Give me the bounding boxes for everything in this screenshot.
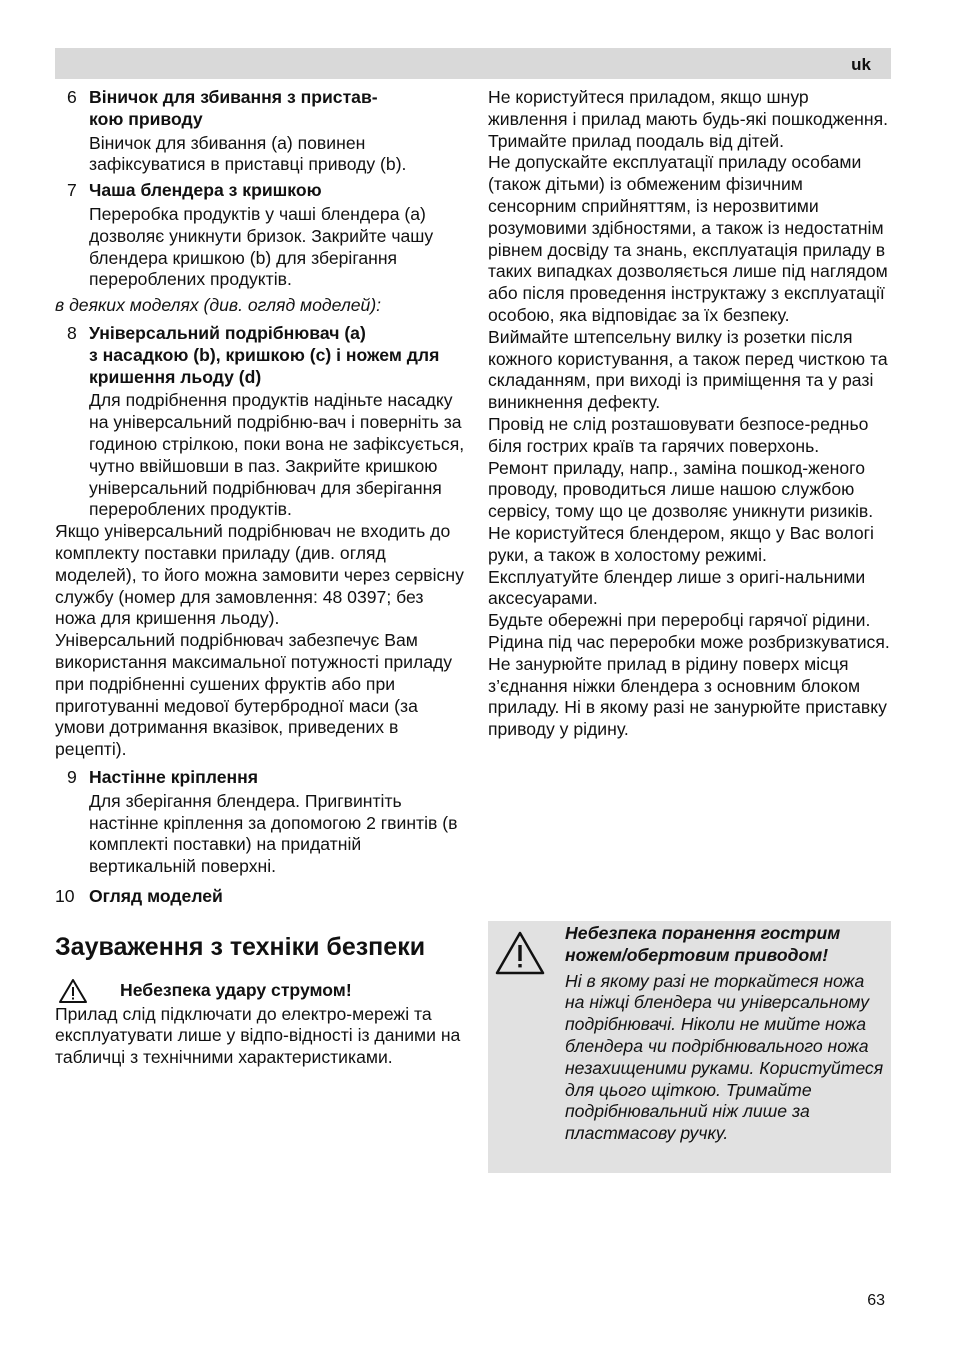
warning-title: Небезпека удару струмом! (120, 979, 352, 1000)
paragraph: Тримайте прилад поодаль від дітей. (488, 130, 784, 151)
item-title: Універсальний подрібнювач (a) з насадкою (b), кришкою (c) і ножем для кришення льоду (d) (89, 322, 440, 387)
paragraph: Універсальний подрібнювач забезпечує Вам використання максимальної потужності приладу при подрібненні сушених фруктів або при приготуванні медової бутербродної маси (за умови дотримання вказівок, приведених в рецепті). (55, 630, 453, 760)
language-code: uk (851, 55, 871, 74)
paragraph: Провід не слід розташовувати безпосе-редньо біля гострих країв та гарячих поверхонь. (488, 413, 869, 456)
item-number: 10 (55, 885, 75, 906)
item-7 (55, 180, 465, 291)
item-number: 6 (67, 87, 77, 107)
box-text: Ні в якому разі не торкайтеся ножа на ніжці блендера чи універсальному подрібнювачі. Ніколи не мийте ножа блендера чи подрібнювального ножа незахищеними руками. Користуйтеся для цього щіткою. Тримайте подрібнювальний ніж лише за пластмасову ручку. (565, 970, 884, 1144)
paragraph: Експлуатуйте блендер лише з оригі-нальними аксесуарами. (488, 566, 866, 609)
item-title: Огляд моделей (89, 885, 223, 906)
warning-triangle-icon (494, 930, 546, 976)
warning-text: Прилад слід підключати до електро-мережі та експлуатувати лише у відпо-відності із даними на табличці з технічними характеристиками. (55, 1003, 461, 1068)
section-title: Зауваження з техніки безпеки (55, 932, 426, 961)
item-10 (55, 886, 465, 908)
box-title: Небезпека поранення гострим ножем/обертовим приводом! (565, 923, 841, 965)
page-number: 63 (867, 1292, 885, 1309)
item-9 (55, 767, 465, 878)
item-number: 7 (67, 180, 77, 201)
paragraph: Якщо універсальний подрібнювач не входить до комплекту поставки приладу (див. огляд моделей), то його можна замовити через сервісну службу (номер для замовлення: 48 0397; без ножа для кришення льоду). (55, 521, 464, 629)
item-number: 8 (67, 322, 77, 343)
item-text: Для подрібнення продуктів надіньте насадку на універсальний подрібню-вач і поверніть за годиною стрілкою, поки вона не зафіксується, чутно ввійшовши в паз. Закрийте кришкою універсальний подрібнювач для зберігання перероблених продуктів. (89, 390, 465, 520)
item-text: Віничок для збивання (a) повинен зафіксуватися в приставці приводу (b). (89, 132, 407, 175)
header-bar (55, 48, 891, 79)
paragraph: Будьте обережні при переробці гарячої рідини. Рідина під час переробки може розбризкуватися. Не занурюйте прилад в рідину поверх місця з’єднання ніжки блендера з основним блоком приладу. Ні в якому разі не занурюйте приставку приводу у рідину. (488, 610, 890, 740)
item-text: Переробка продуктів у чаші блендера (a) дозволяє уникнути бризок. Закрийте чашу блендера кришкою (b) для зберігання перероблених продуктів. (89, 203, 434, 290)
paragraph: Не користуйтеся приладом, якщо шнур живлення і прилад мають будь-які пошкодження. (488, 87, 888, 129)
paragraph: Виймайте штепсельну вилку із розетки після кожного користування, а також перед чисткою та складанням, при виході із приміщення та у разі виникнення дефекту. (488, 326, 888, 413)
warning-triangle-icon (58, 978, 88, 1004)
item-text: Для зберігання блендера. Пригвинтіть настінне кріплення за допомогою 2 гвинтів (в комплекті поставки) на придатній вертикальній поверхні. (89, 790, 458, 877)
right-column (488, 87, 891, 741)
paragraph: Ремонт приладу, напр., заміна пошкод-женого проводу, проводиться лише нашою службою сервісу, тому що це дозволяє уникнути ризиків. (488, 457, 874, 522)
item-title: Віничок для збивання з пристав- кою приводу (89, 87, 378, 129)
blade-warning-box (488, 921, 891, 1173)
item-title: Настінне кріплення (89, 766, 259, 787)
item-number: 9 (67, 766, 77, 787)
left-column (55, 87, 465, 1069)
item-8 (55, 323, 465, 521)
paragraph: Не допускайте експлуатації приладу особами (також дітьми) із обмеженим фізичним сенсорним сприйняттям, із нерозвитими розумовими здібностями, а також із недостатнім рівнем досвіду та знань, експлуатація приладу в таких випадках дозволяється лише під наглядом або після проведення інструктажу з експлуатації особою, яка відповідає за їх безпеку. (488, 152, 888, 325)
item-title: Чаша блендера з кришкою (89, 180, 322, 201)
paragraph: Не користуйтеся блендером, якщо у Вас вологі руки, а також в холостому режимі. (488, 522, 874, 565)
item-6 (55, 87, 465, 176)
electric-shock-warning (55, 978, 465, 1004)
models-note: в деяких моделях (див. огляд моделей): (55, 295, 382, 316)
